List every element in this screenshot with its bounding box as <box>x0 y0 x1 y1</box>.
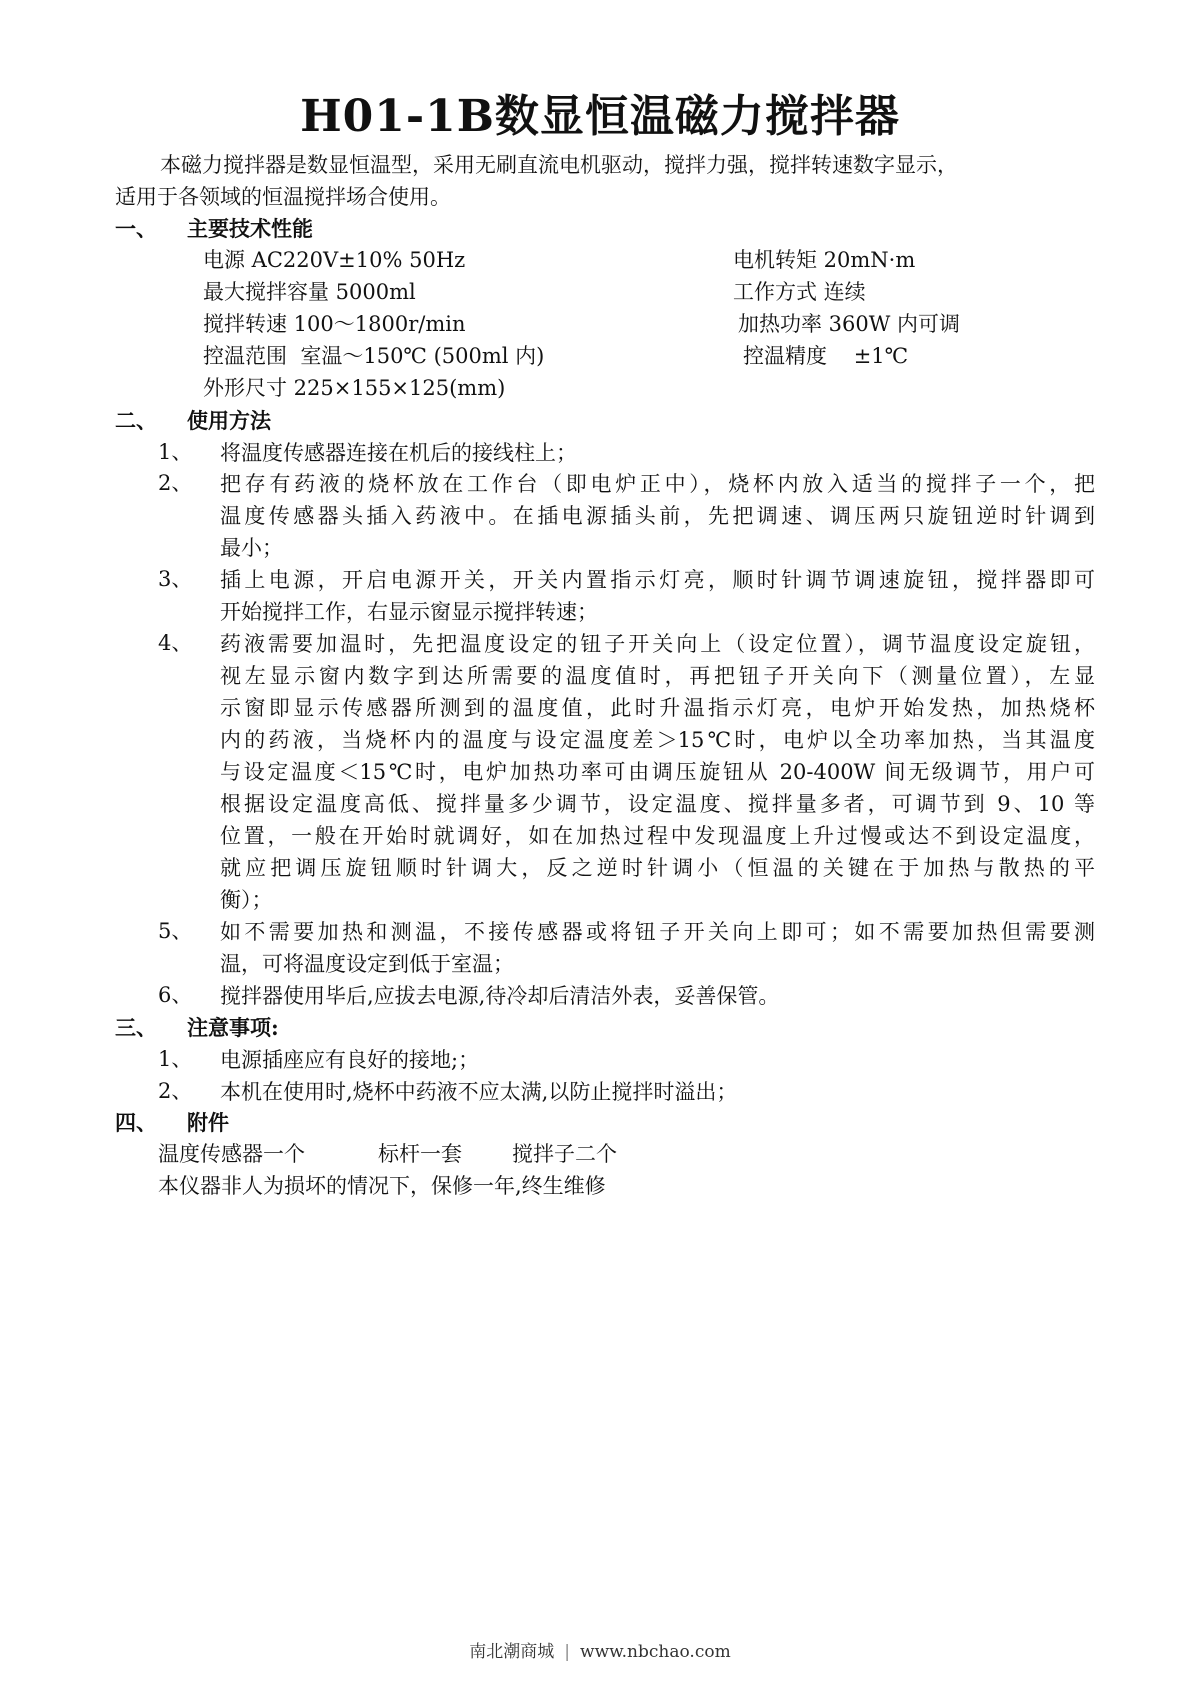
intro-line-1: 本磁力搅拌器是数显恒温型，采用无刷直流电机驱动，搅拌力强，搅拌转速数字显示， <box>160 153 958 177</box>
step-number: 3、 <box>158 567 193 591</box>
step-number: 6、 <box>158 983 193 1007</box>
intro-line-2: 适用于各领域的恒温搅拌场合使用。 <box>115 185 451 209</box>
accessory-stir-bars: 搅拌子二个 <box>512 1142 617 1166</box>
page-footer <box>0 1637 1200 1662</box>
section-1-title: 主要技术性能 <box>187 216 313 241</box>
step-text: 把存有药液的烧杯放在工作台（即电炉正中），烧杯内放入适当的搅拌子一个，把 温度传感器头插入药液中。在插电源插头前，先把调速、调压两只旋钮逆时针调到 最小； <box>220 472 1095 560</box>
notice-number: 2、 <box>158 1079 193 1103</box>
accessory-temp-sensor: 温度传感器一个 <box>158 1142 305 1166</box>
step-text: 药液需要加温时，先把温度设定的钮子开关向上（设定位置），调节温度设定旋钮， 视左显示窗内数字到达所需要的温度值时，再把钮子开关向下（测量位置），左显 示窗即显示传感器所测到的温度值，此时升温指示灯亮，电炉开始发热，加热烧杯 内的药液，当烧杯内的温度与设定温度差＞15℃时，电炉以全功率加热，当其温度 与设定温度＜15℃时，电炉加热功率可由调压旋钮从 20-400W 间无级调节，用户可 根据设定温度高低、搅拌量多少调节，设定温度、搅拌量多者，可调节到 9、10 等 位置，一般在开始时就调好，如在加热过程中发现温度上升过慢或达不到设定温度， 就应把调压旋钮顺时针调大，反之逆时针调小（恒温的关键在于加热与散热的平 衡）； <box>220 632 1095 912</box>
section-3-title: 注意事项: <box>187 1015 279 1040</box>
notice-number: 1、 <box>158 1047 193 1071</box>
spec-heating-power: 加热功率 360W 内可调 <box>738 312 961 336</box>
footer-site-name: 南北潮商城 <box>469 1642 555 1662</box>
step-text: 将温度传感器连接在机后的接线柱上； <box>220 441 577 465</box>
step-number: 5、 <box>158 919 193 943</box>
document-title: H01-1B数显恒温磁力搅拌器 <box>300 91 900 142</box>
step-text: 插上电源，开启电源开关，开关内置指示灯亮，顺时针调节调速旋钮，搅拌器即可 开始搅拌工作，右显示窗显示搅拌转速； <box>220 568 1095 624</box>
section-2-number: 二、 <box>115 408 157 433</box>
section-3-number: 三、 <box>115 1015 157 1040</box>
spec-work-mode: 工作方式 连续 <box>733 280 866 304</box>
step-number: 2、 <box>158 471 193 495</box>
spec-dimensions: 外形尺寸 225×155×125(mm) <box>203 376 506 400</box>
spec-max-capacity: 最大搅拌容量 5000ml <box>203 280 416 304</box>
spec-temp-range: 控温范围 室温～150℃ (500ml 内) <box>203 344 545 368</box>
step-text: 搅拌器使用毕后,应拔去电源,待冷却后清洁外表，妥善保管。 <box>220 984 780 1008</box>
accessory-rod: 标杆一套 <box>378 1142 462 1166</box>
footer-separator: | <box>564 1642 571 1662</box>
section-1-number: 一、 <box>115 216 157 241</box>
spec-temp-accuracy: 控温精度 ±1℃ <box>743 344 909 368</box>
footer-url-link[interactable]: www.nbchao.com <box>580 1642 731 1662</box>
warranty-text: 本仪器非人为损坏的情况下，保修一年,终生维修 <box>158 1174 606 1198</box>
step-number: 1、 <box>158 440 193 464</box>
notice-text: 电源插座应有良好的接地;； <box>220 1048 480 1072</box>
section-4-number: 四、 <box>115 1110 157 1135</box>
spec-motor-torque: 电机转矩 20mN·m <box>733 248 916 272</box>
spec-stir-speed: 搅拌转速 100～1800r/min <box>203 312 466 336</box>
spec-power-supply: 电源 AC220V±10% 50Hz <box>203 248 466 272</box>
section-4-title: 附件 <box>187 1110 229 1135</box>
step-text: 如不需要加热和测温，不接传感器或将钮子开关向上即可；如不需要加热但需要测 温，可将温度设定到低于室温； <box>220 920 1095 976</box>
step-number: 4、 <box>158 631 193 655</box>
notice-text: 本机在使用时,烧杯中药液不应太满,以防止搅拌时溢出； <box>220 1080 738 1104</box>
section-2-title: 使用方法 <box>187 408 271 433</box>
